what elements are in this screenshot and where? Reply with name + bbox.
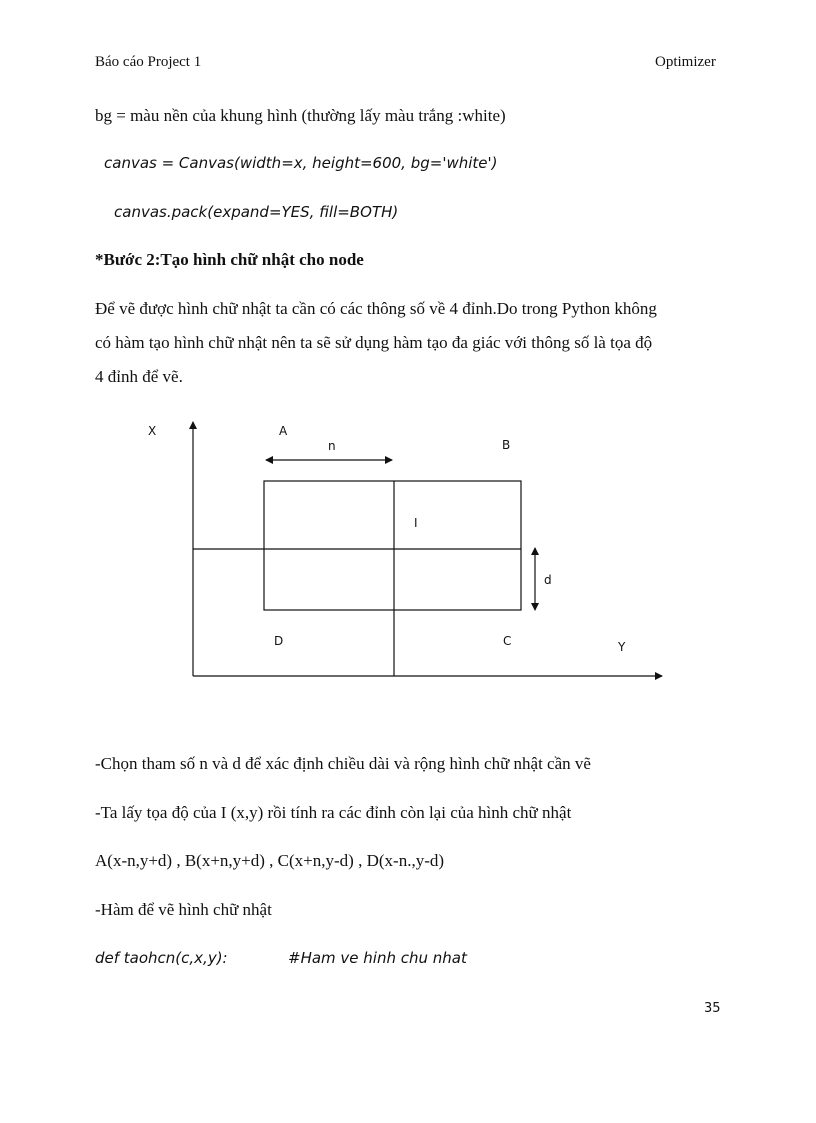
node-rectangle bbox=[264, 481, 521, 610]
paragraph-line-1: Để vẽ được hình chữ nhật ta cần có các thông số về 4 đỉnh.Do trong Python không bbox=[95, 299, 657, 318]
vertex-a-label: A bbox=[279, 424, 288, 438]
paragraph-line-3: 4 đỉnh để vẽ. bbox=[95, 367, 183, 386]
x-axis-label: X bbox=[148, 424, 157, 438]
bullet-choose-params: -Chọn tham số n và d để xác định chiều dài và rộng hình chữ nhật cần vẽ bbox=[95, 754, 591, 773]
code-canvas-create: canvas = Canvas(width=x, height=600, bg='white') bbox=[104, 154, 498, 172]
step-heading: *Bước 2:Tạo hình chữ nhật cho node bbox=[95, 250, 364, 269]
y-axis-label: Y bbox=[618, 640, 626, 654]
bullet-draw-function: -Hàm để vẽ hình chữ nhật bbox=[95, 900, 272, 919]
rectangle-diagram bbox=[0, 400, 816, 700]
bullet-compute-vertices: -Ta lấy tọa độ của I (x,y) rồi tính ra các đỉnh còn lại của hình chữ nhật bbox=[95, 803, 572, 822]
vertex-b-label: B bbox=[502, 438, 511, 452]
bg-description: bg = màu nền của khung hình (thường lấy màu trắng :white) bbox=[95, 106, 506, 125]
d-label: d bbox=[544, 573, 552, 587]
paragraph-line-2: có hàm tạo hình chữ nhật nên ta sẽ sử dụng hàm tạo đa giác với thông số là tọa độ bbox=[95, 333, 653, 352]
center-i-label: I bbox=[414, 516, 418, 530]
page-number: 35 bbox=[704, 1001, 721, 1016]
vertex-formula: A(x-n,y+d) , B(x+n,y+d) , C(x+n,y-d) , D(x-n.,y-d) bbox=[95, 851, 445, 870]
header-right: Optimizer bbox=[655, 54, 716, 70]
code-canvas-pack: canvas.pack(expand=YES, fill=BOTH) bbox=[114, 203, 399, 221]
header-left: Báo cáo Project 1 bbox=[95, 54, 202, 70]
vertex-c-label: C bbox=[503, 634, 512, 648]
n-label: n bbox=[328, 439, 336, 453]
code-def-taohcn: def taohcn(c,x,y): bbox=[95, 949, 228, 967]
vertex-d-label: D bbox=[274, 634, 284, 648]
code-comment: #Ham ve hinh chu nhat bbox=[288, 949, 467, 967]
